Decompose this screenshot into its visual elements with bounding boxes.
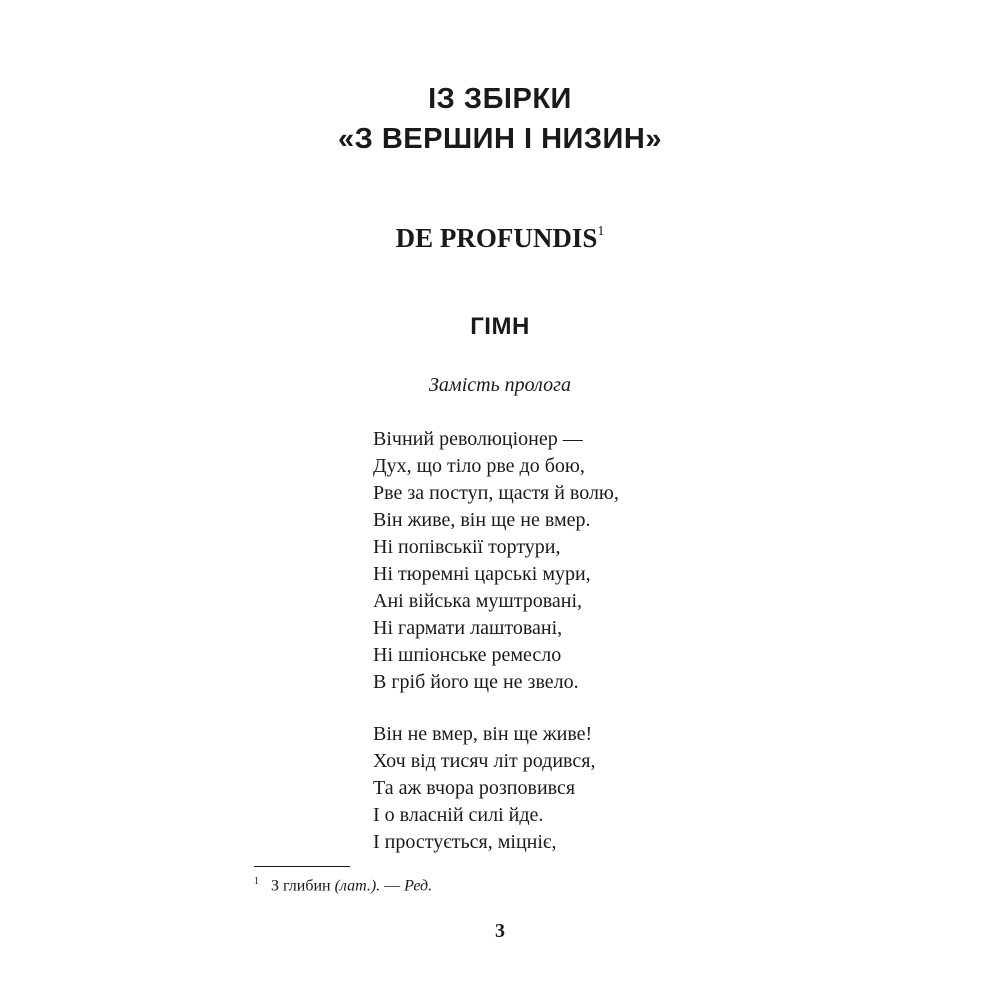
footnote (254, 871, 432, 897)
footnote-reference: 1 (597, 224, 605, 239)
verse-line: Він не вмер, він ще живе! (373, 723, 593, 745)
footnote-dash: — (380, 877, 405, 895)
poem-title: ГІМН (470, 313, 530, 340)
verse-line: Ні тюремні царські мури, (373, 563, 591, 585)
section-title (0, 216, 1000, 256)
footnote-divider (254, 866, 350, 867)
verse-line: Вічний революціонер — (373, 428, 583, 450)
stanza-2 (373, 721, 595, 856)
stanza-1 (373, 426, 619, 696)
footnote-mark: 1 (254, 876, 259, 887)
verse-line: Та аж вчора розповився (373, 777, 576, 799)
poem-subtitle: Замість пролога (429, 374, 571, 396)
verse-line: І о власній силі йде. (373, 804, 544, 826)
verse-line: Хоч від тисяч літ родився, (373, 750, 596, 772)
verse-line: Ні попівськії тортури, (373, 536, 561, 558)
footnote-text: З глибин (271, 877, 331, 895)
verse-line: Ні гармати лаштовані, (373, 617, 563, 639)
page-number: 3 (495, 920, 505, 942)
collection-heading-line-2: «З ВЕРШИН І НИЗИН» (338, 123, 662, 155)
verse-line: Ні шпіонське ремесло (373, 644, 562, 666)
verse-line: Він живе, він ще не вмер. (373, 509, 591, 531)
verse-line: Рве за поступ, щастя й волю, (373, 482, 619, 504)
section-title-text: DE PROFUNDIS (395, 223, 598, 253)
footnote-language: (лат.). (334, 877, 381, 895)
verse-line: І простується, міцніє, (373, 831, 557, 853)
verse-line: Дух, що тіло рве до бою, (373, 455, 585, 477)
verse-line: Ані війська муштровані, (373, 590, 583, 612)
footnote-editor: Ред. (404, 877, 433, 895)
collection-heading-line-1: ІЗ ЗБІРКИ (428, 83, 572, 115)
verse-line: В гріб його ще не звело. (373, 671, 579, 693)
